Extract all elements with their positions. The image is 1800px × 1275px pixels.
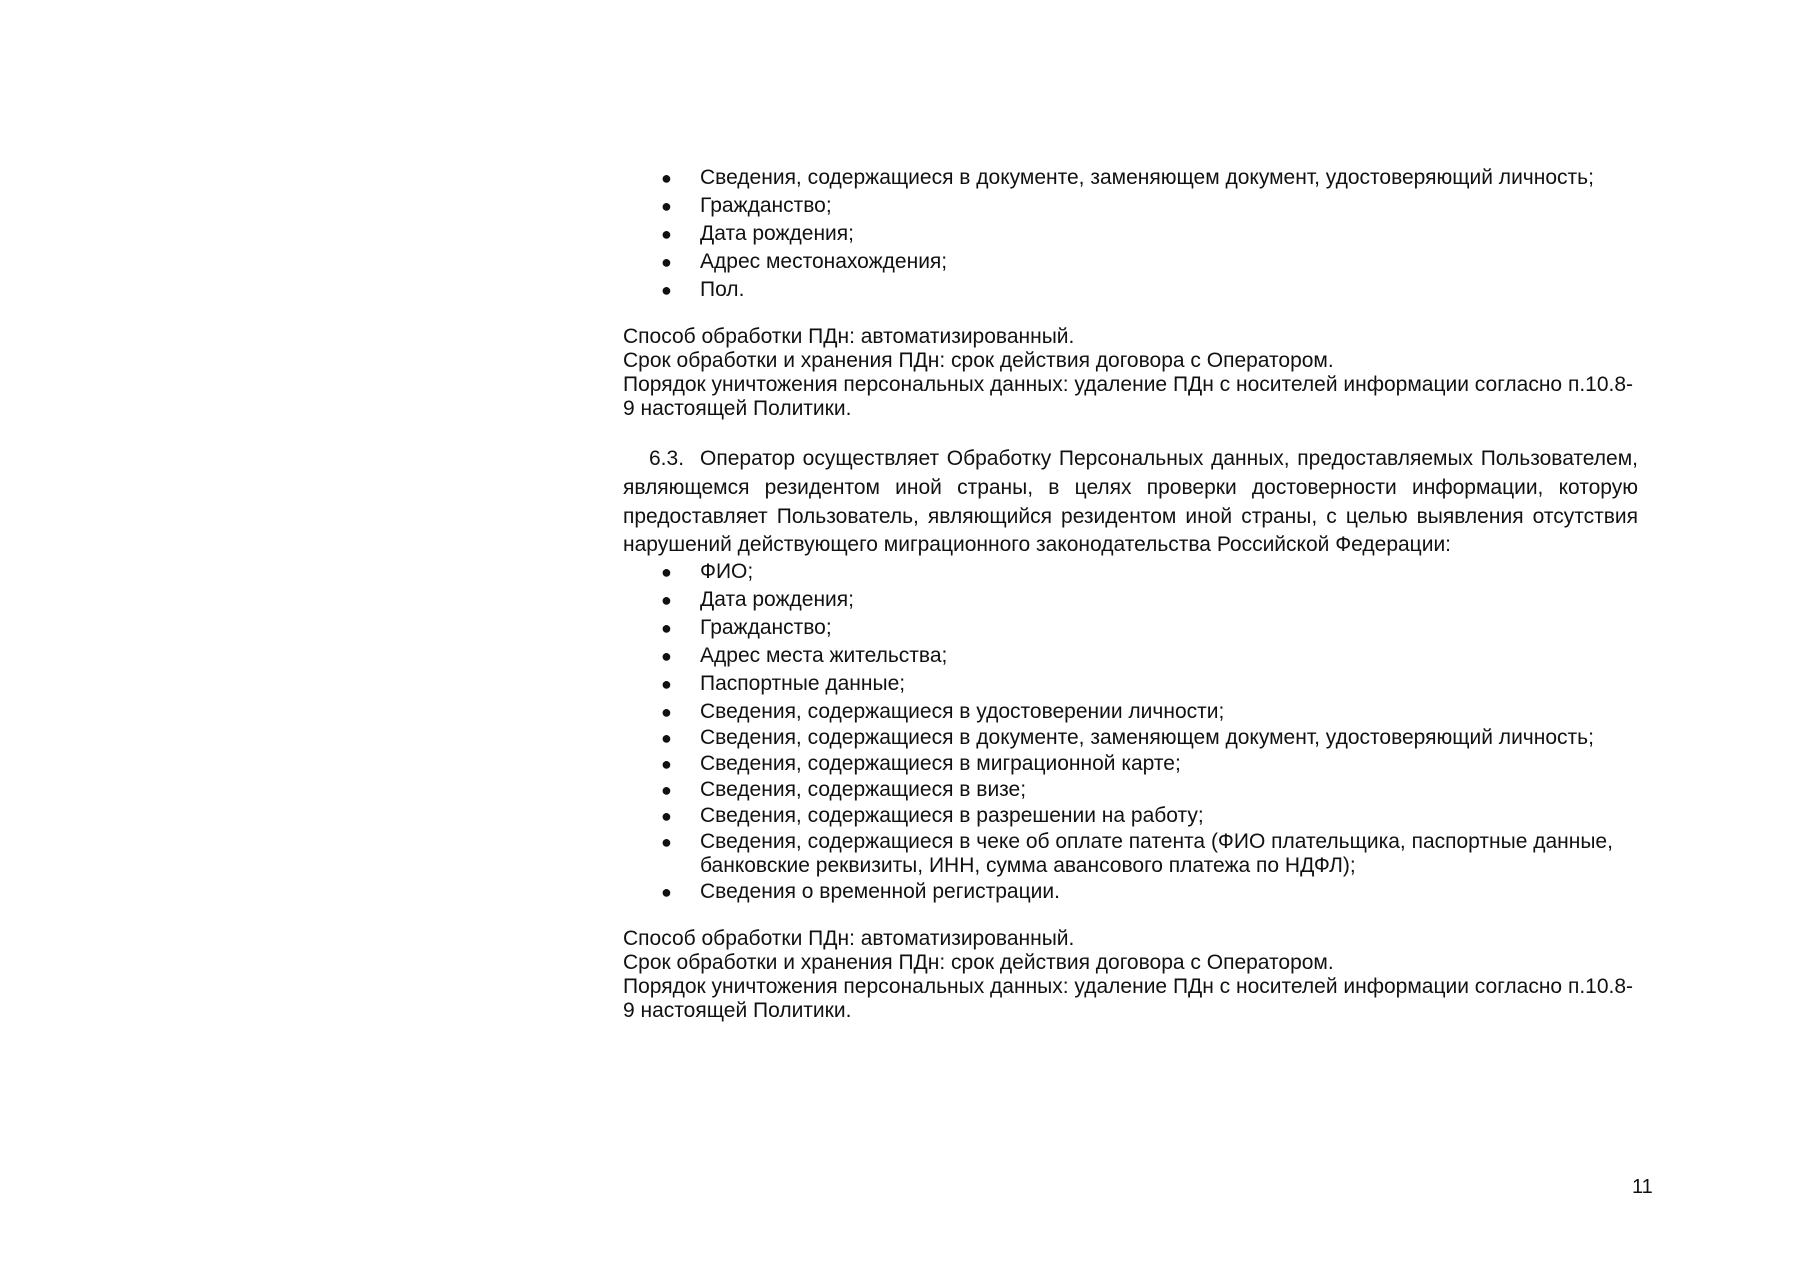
- personal-data-list-1: [623, 166, 1638, 302]
- list-item: ● Сведения, содержащиеся в миграционной карте;: [661, 752, 1181, 776]
- list-item: ● Дата рождения;: [661, 588, 854, 612]
- bullet-icon: ●: [661, 168, 672, 188]
- list-item: ● Дата рождения;: [661, 222, 854, 245]
- section-number: 6.3.: [649, 447, 685, 470]
- bullet-icon: ●: [661, 196, 672, 216]
- list-item: ● Сведения, содержащиеся в документе, заменяющем документ, удостоверяющий личность;: [661, 726, 1594, 750]
- destruction-procedure: Порядок уничтожения персональных данных: удаление ПДн с носителей информации согласно п.10.8-9 настоящей Политики.: [623, 373, 1634, 420]
- section-text: Оператор осуществляет Обработку Персональных данных, предоставляемых Пользователем, являющемся резидентом иной страны, в целях проверки достоверности информации, которую предоставляет Пользователь, являющийся резидентом иной страны, с целью выявления отсутствия нарушений действующего миграционного законодательства Российской Федерации:: [623, 447, 1638, 557]
- list-item: ● Сведения, содержащиеся в чеке об оплате патента (ФИО плательщика, паспортные данные, банковские реквизиты, ИНН, сумма авансового платежа по НДФЛ);: [661, 830, 1613, 878]
- list-item: ● Сведения, содержащиеся в визе;: [661, 778, 1027, 802]
- processing-term: Срок обработки и хранения ПДн: срок действия договора с Оператором.: [623, 349, 1334, 372]
- processing-info-2: [623, 927, 1638, 1023]
- bullet-icon: ●: [661, 618, 672, 639]
- destruction-procedure: Порядок уничтожения персональных данных: удаление ПДн с носителей информации согласно п.10.8-9 настоящей Политики.: [623, 975, 1634, 1023]
- bullet-icon: ●: [661, 754, 672, 775]
- processing-method: Способ обработки ПДн: автоматизированный.: [623, 325, 1075, 348]
- list-item: ● Адрес местонахождения;: [661, 250, 948, 273]
- list-item: ● Гражданство;: [661, 194, 832, 217]
- list-item: ● ФИО;: [661, 560, 754, 584]
- bullet-icon: ●: [661, 252, 672, 272]
- bullet-icon: ●: [661, 780, 672, 801]
- bullet-icon: ●: [661, 280, 672, 300]
- bullet-icon: ●: [661, 674, 672, 695]
- processing-method: Способ обработки ПДн: автоматизированный.: [623, 927, 1075, 951]
- bullet-icon: ●: [661, 728, 672, 749]
- bullet-icon: ●: [661, 806, 672, 827]
- list-item: ● Гражданство;: [661, 616, 832, 640]
- bullet-icon: ●: [661, 702, 672, 723]
- list-item: ● Сведения, содержащиеся в удостоверении личности;: [661, 700, 1225, 724]
- bullet-icon: ●: [661, 832, 672, 853]
- section-6-3-paragraph: [623, 445, 1638, 560]
- bullet-icon: ●: [661, 882, 672, 903]
- personal-data-list-2: [623, 560, 1638, 904]
- list-item: ● Паспортные данные;: [661, 672, 906, 696]
- list-item: ● Сведения, содержащиеся в разрешении на работу;: [661, 804, 1204, 828]
- bullet-icon: ●: [661, 590, 672, 611]
- list-item: ● Пол.: [661, 278, 745, 301]
- processing-term: Срок обработки и хранения ПДн: срок действия договора с Оператором.: [623, 951, 1334, 975]
- list-item: ● Сведения, содержащиеся в документе, заменяющем документ, удостоверяющий личность;: [661, 166, 1594, 189]
- list-item: ● Сведения о временной регистрации.: [661, 880, 1060, 904]
- bullet-icon: ●: [661, 224, 672, 244]
- bullet-icon: ●: [661, 646, 672, 667]
- list-item: ● Адрес места жительства;: [661, 644, 948, 668]
- page-content: [623, 166, 1638, 1023]
- processing-info-1: [623, 325, 1638, 421]
- page-number: 11: [1632, 1176, 1653, 1198]
- bullet-icon: ●: [661, 562, 672, 583]
